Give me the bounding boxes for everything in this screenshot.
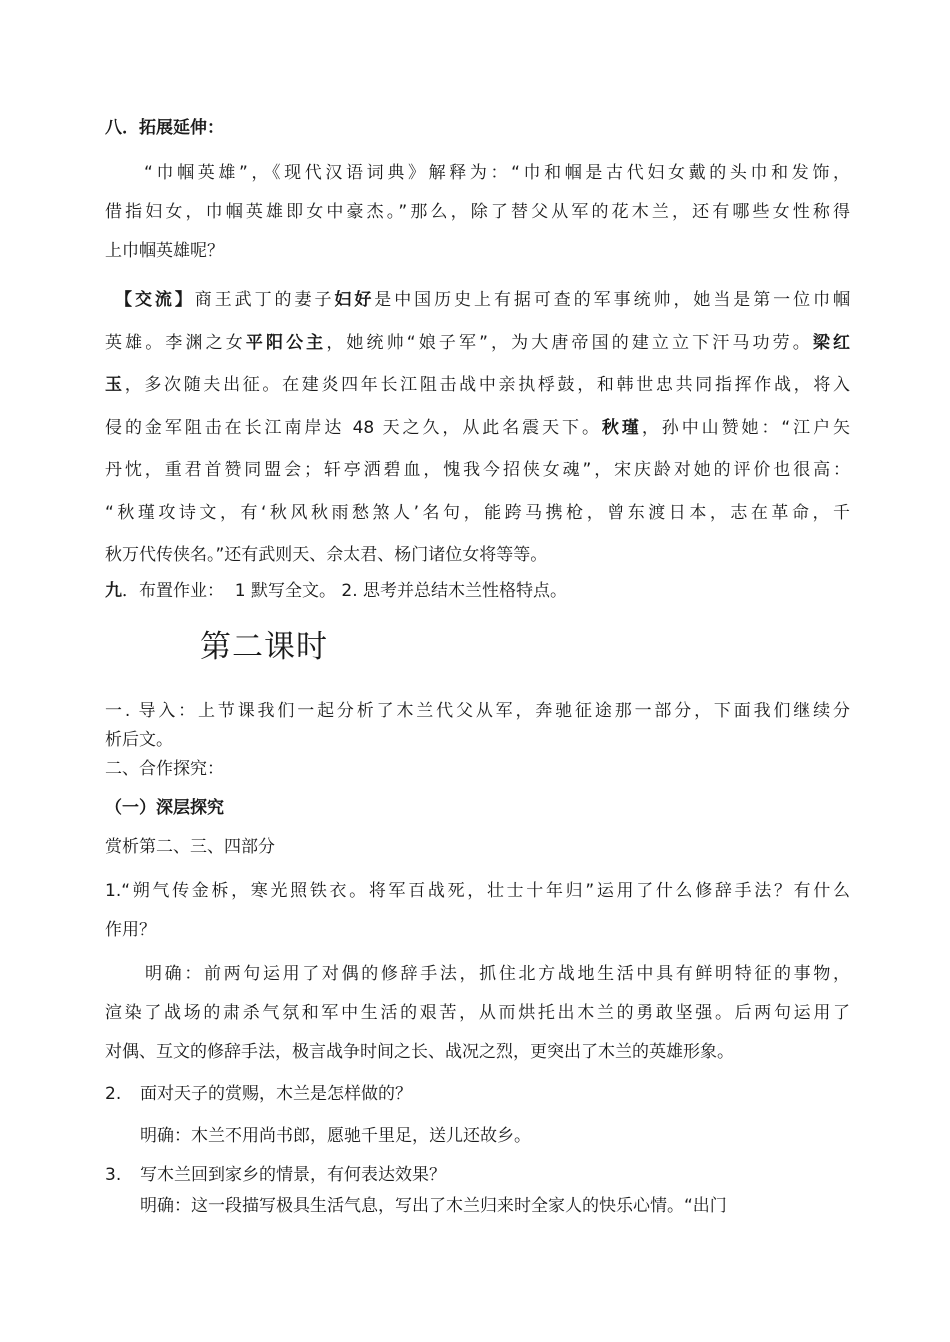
name-pingyang: 平阳公主 bbox=[245, 332, 327, 353]
name-lianghongyu-part1: 梁红 bbox=[812, 332, 851, 353]
text-run: 商王武丁的妻子 bbox=[194, 290, 335, 310]
section-8-paragraph bbox=[105, 154, 850, 271]
question-2 bbox=[105, 1081, 850, 1107]
answer-3: 明确：这一段描写极具生活气息，写出了木兰归来时全家人的快乐心情。“出门 bbox=[140, 1196, 727, 1216]
paragraph-line bbox=[105, 407, 850, 450]
subsection-1-heading: （一）深层探究 bbox=[105, 798, 224, 818]
exchange-label: 【交流】 bbox=[115, 290, 195, 310]
paragraph-line: 1.“朔气传金柝，寒光照铁衣。将军百战死，壮士十年归”运用了什么修辞手法？有什么 bbox=[105, 881, 850, 901]
question-2-number: 2. bbox=[105, 1084, 122, 1104]
question-3 bbox=[105, 1162, 850, 1188]
answer-2: 明确：木兰不用尚书郎，愿驰千里足，送儿还故乡。 bbox=[140, 1126, 531, 1146]
analyze-heading: 赏析第二、三、四部分 bbox=[105, 837, 275, 857]
lesson-2-intro bbox=[105, 697, 850, 755]
paragraph-line: 对偶、互文的修辞手法，极言战争时间之长、战况之烈，更突出了木兰的英雄形象。 bbox=[105, 1042, 734, 1062]
question-2-text: 面对天子的赏赐，木兰是怎样做的？ bbox=[140, 1084, 412, 1104]
question-3-text: 写木兰回到家乡的情景，有何表达效果？ bbox=[140, 1165, 446, 1185]
section-9-number: 九 bbox=[105, 581, 122, 601]
name-fuhao: 妇好 bbox=[334, 290, 375, 310]
name-lianghongyu-part2: 玉 bbox=[105, 375, 125, 395]
text-run: ，她统帅“娘子军”，为大唐帝国的建立立下汗马功劳。 bbox=[326, 332, 813, 353]
text-run: 是中国历史上有据可查的军事统帅，她当是第一位巾帼 bbox=[374, 290, 851, 310]
paragraph-line bbox=[105, 364, 850, 407]
paragraph-line: 借指妇女，巾帼英雄即女中豪杰。”那么，除了替父从军的花木兰，还有哪些女性称得 bbox=[105, 202, 850, 222]
exchange-paragraph bbox=[105, 279, 850, 577]
section-8-heading: 八．拓展延伸： bbox=[105, 118, 224, 138]
paragraph-line bbox=[115, 279, 850, 322]
section-2-heading: 二、合作探究： bbox=[105, 759, 224, 779]
answer-1 bbox=[105, 955, 850, 1072]
paragraph-line: 秋万代传侠名。”还有武则天、佘太君、杨门诸位女将等等。 bbox=[105, 545, 548, 565]
paragraph-line: 渲染了战场的肃杀气氛和军中生活的艰苦，从而烘托出木兰的勇敢坚强。后两句运用了 bbox=[105, 1003, 850, 1023]
name-qiujin: 秋瑾 bbox=[601, 417, 642, 438]
question-3-number: 3. bbox=[105, 1165, 122, 1185]
paragraph-line: “巾帼英雄”，《现代汉语词典》解释为：“巾和帼是古代妇女戴的头巾和发饰， bbox=[144, 163, 850, 183]
paragraph-line: 一. 导入：上节课我们一起分析了木兰代父从军，奔驰征途那一部分，下面我们继续分 bbox=[105, 701, 850, 721]
section-9 bbox=[105, 578, 850, 604]
question-1 bbox=[105, 872, 850, 950]
text-run: 侵的金军阻击在长江南岸达 48 天之久，从此名震天下。 bbox=[105, 417, 602, 438]
paragraph-line: 丹忱，重君首赞同盟会；轩亭洒碧血，愧我今招侠女魂”，宋庆龄对她的评价也很高： bbox=[105, 460, 850, 480]
paragraph-line: “秋瑾攻诗文，有‘秋风秋雨愁煞人’名句，能跨马携枪，曾东渡日本，志在革命，千 bbox=[105, 502, 850, 523]
text-run: ，多次随夫出征。在建炎四年长江阻击战中亲执桴鼓，和韩世忠共同指挥作战，将入 bbox=[124, 375, 851, 395]
section-9-text: ．布置作业： 1 默写全文。 2. 思考并总结木兰性格特点。 bbox=[122, 581, 568, 601]
paragraph-line bbox=[105, 322, 850, 365]
paragraph-line: 作用？ bbox=[105, 920, 156, 940]
lesson-2-title: 第二课时 bbox=[200, 629, 328, 665]
paragraph-line: 析后文。 bbox=[105, 730, 173, 750]
text-run: ，孙中山赞她：“江户矢 bbox=[641, 417, 851, 438]
paragraph-line: 明确：前两句运用了对偶的修辞手法，抓住北方战地生活中具有鲜明特征的事物， bbox=[145, 964, 850, 984]
text-run: 英雄。李渊之女 bbox=[105, 332, 246, 353]
paragraph-line: 上巾帼英雄呢？ bbox=[105, 241, 224, 261]
